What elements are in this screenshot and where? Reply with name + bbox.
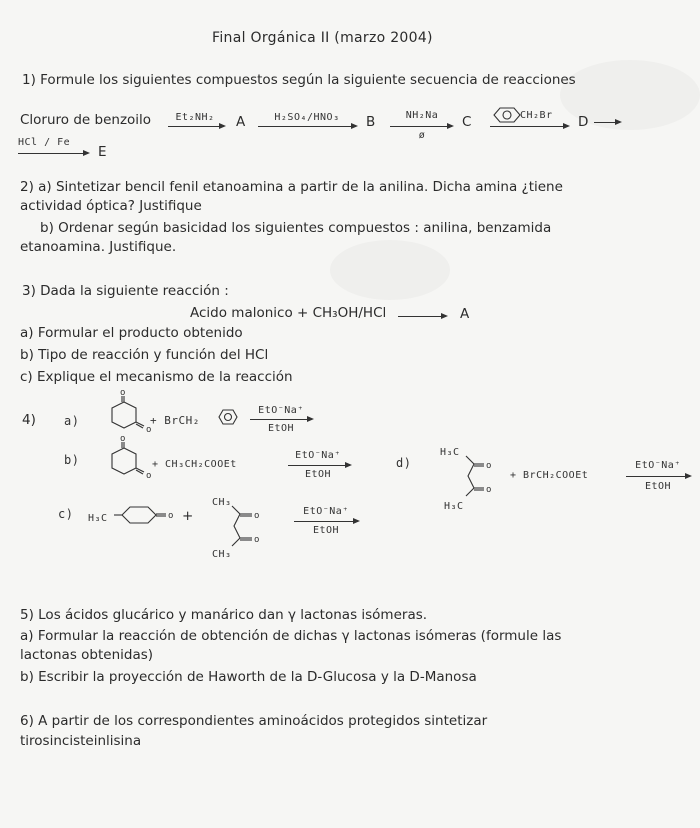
q4d-base: EtO⁻Na⁺ [635,460,681,471]
q3-stem: 3) Dada la siguiente reacción : [22,283,229,299]
reaction-arrow [398,316,446,317]
q2-part-b-line2: etanoamina. Justifique. [20,239,177,255]
cyclohexanedione-structure [100,434,152,486]
svg-text:o: o [254,511,260,521]
q4d-methyl-bottom: H₃C [444,501,464,512]
q1-product-d: D [578,114,589,130]
reaction-arrow [490,126,568,127]
reaction-arrow [294,521,358,522]
q6-line2: tirosincisteinlisina [20,733,142,749]
reaction-arrow [250,419,312,420]
q4a-label: a) [64,414,80,428]
scan-smudge [330,240,450,300]
svg-text:o: o [120,388,126,398]
pentanedione-structure [462,452,502,502]
svg-text:o: o [146,425,152,435]
q5-part-b: b) Escribir la proyección de Haworth de la D-Glucosa y la D-Manosa [20,669,477,685]
q5-stem: 5) Los ácidos glucárico y manárico dan γ lactonas isómeras. [20,607,428,623]
q2-part-b-line1: b) Ordenar según basicidad los siguientes compuestos : anilina, benzamida [40,220,552,236]
q4b-reagent: + CH₃CH₂COOEt [152,459,237,470]
q3-reaction: Acido malonico + CH₃OH/HCl [190,305,387,321]
q4c-label: c) [58,507,74,521]
q2-part-a-line2: actividad óptica? Justifique [20,198,202,214]
reaction-arrow [18,153,88,154]
q3-part-c: c) Explique el mecanismo de la reacción [20,369,293,385]
q4c-methyl: H₃C [88,513,108,524]
q1-reagent-3-solvent: ø [418,130,426,141]
q4b-solvent: EtOH [304,469,332,480]
q3-part-a: a) Formular el producto obtenido [20,325,243,341]
q1-reagent-2: H₂SO₄/HNO₃ [274,112,340,123]
methylcyclohexanone-structure [110,502,180,528]
q5-part-a-line2: lactonas obtenidas) [20,647,154,663]
q1-stem: 1) Formule los siguientes compuestos según la siguiente secuencia de reacciones [22,72,576,88]
q5-part-a-line1: a) Formular la reacción de obtención de dichas γ lactonas isómeras (formule las [20,628,562,644]
svg-text:o: o [254,535,260,545]
reaction-arrow [168,126,224,127]
reaction-arrow [626,476,690,477]
exam-title: Final Orgánica II (marzo 2004) [212,30,433,46]
svg-text:o: o [486,461,492,471]
pentanedione-structure [226,504,276,548]
q3-product: A [460,306,470,322]
q1-reagent-1: Et₂NH₂ [175,112,215,123]
plus-sign: + [182,508,194,524]
svg-text:o: o [146,471,152,481]
q1-product-e: E [98,144,107,160]
q4d-reagent: + BrCH₂COOEt [510,470,589,481]
q4a-solvent: EtOH [267,423,295,434]
q4c-methyl-top: CH₃ [212,497,232,508]
benzene-ring-icon [218,408,238,426]
svg-text:o: o [168,511,174,521]
q4d-solvent: EtOH [644,481,672,492]
q1-reagent-4: CH₂Br [520,110,553,121]
q1-product-b: B [366,114,376,130]
q4c-methyl-bottom: CH₃ [212,549,232,560]
q4c-base: EtO⁻Na⁺ [303,506,349,517]
reaction-arrow [258,126,356,127]
q2-part-a-line1: 2) a) Sintetizar bencil fenil etanoamina a partir de la anilina. Dicha amina ¿tiene [20,179,563,195]
q4d-methyl-top: H₃C [440,447,460,458]
reaction-arrow [594,122,620,123]
q1-start-compound: Cloruro de benzoilo [20,112,152,128]
reaction-arrow [288,465,350,466]
q1-reagent-3: NH₂Na [405,110,439,121]
q1-product-c: C [462,114,472,130]
q4d-label: d) [396,456,412,470]
q4a-base: EtO⁻Na⁺ [258,405,304,416]
q4b-base: EtO⁻Na⁺ [295,450,341,461]
benzene-ring-icon [492,106,522,124]
svg-text:o: o [486,485,492,495]
q4a-reagent: + BrCH₂ [150,414,200,427]
q4c-solvent: EtOH [312,525,340,536]
q1-reagent-5: HCl / Fe [18,137,71,148]
q4b-label: b) [64,453,80,467]
svg-text:o: o [120,434,126,444]
q1-product-a: A [236,114,246,130]
reaction-arrow [390,126,452,127]
q6-line1: 6) A partir de los correspondientes aminoácidos protegidos sintetizar [20,713,488,729]
q4-number: 4) [22,412,36,428]
q3-part-b: b) Tipo de reacción y función del HCl [20,347,269,363]
